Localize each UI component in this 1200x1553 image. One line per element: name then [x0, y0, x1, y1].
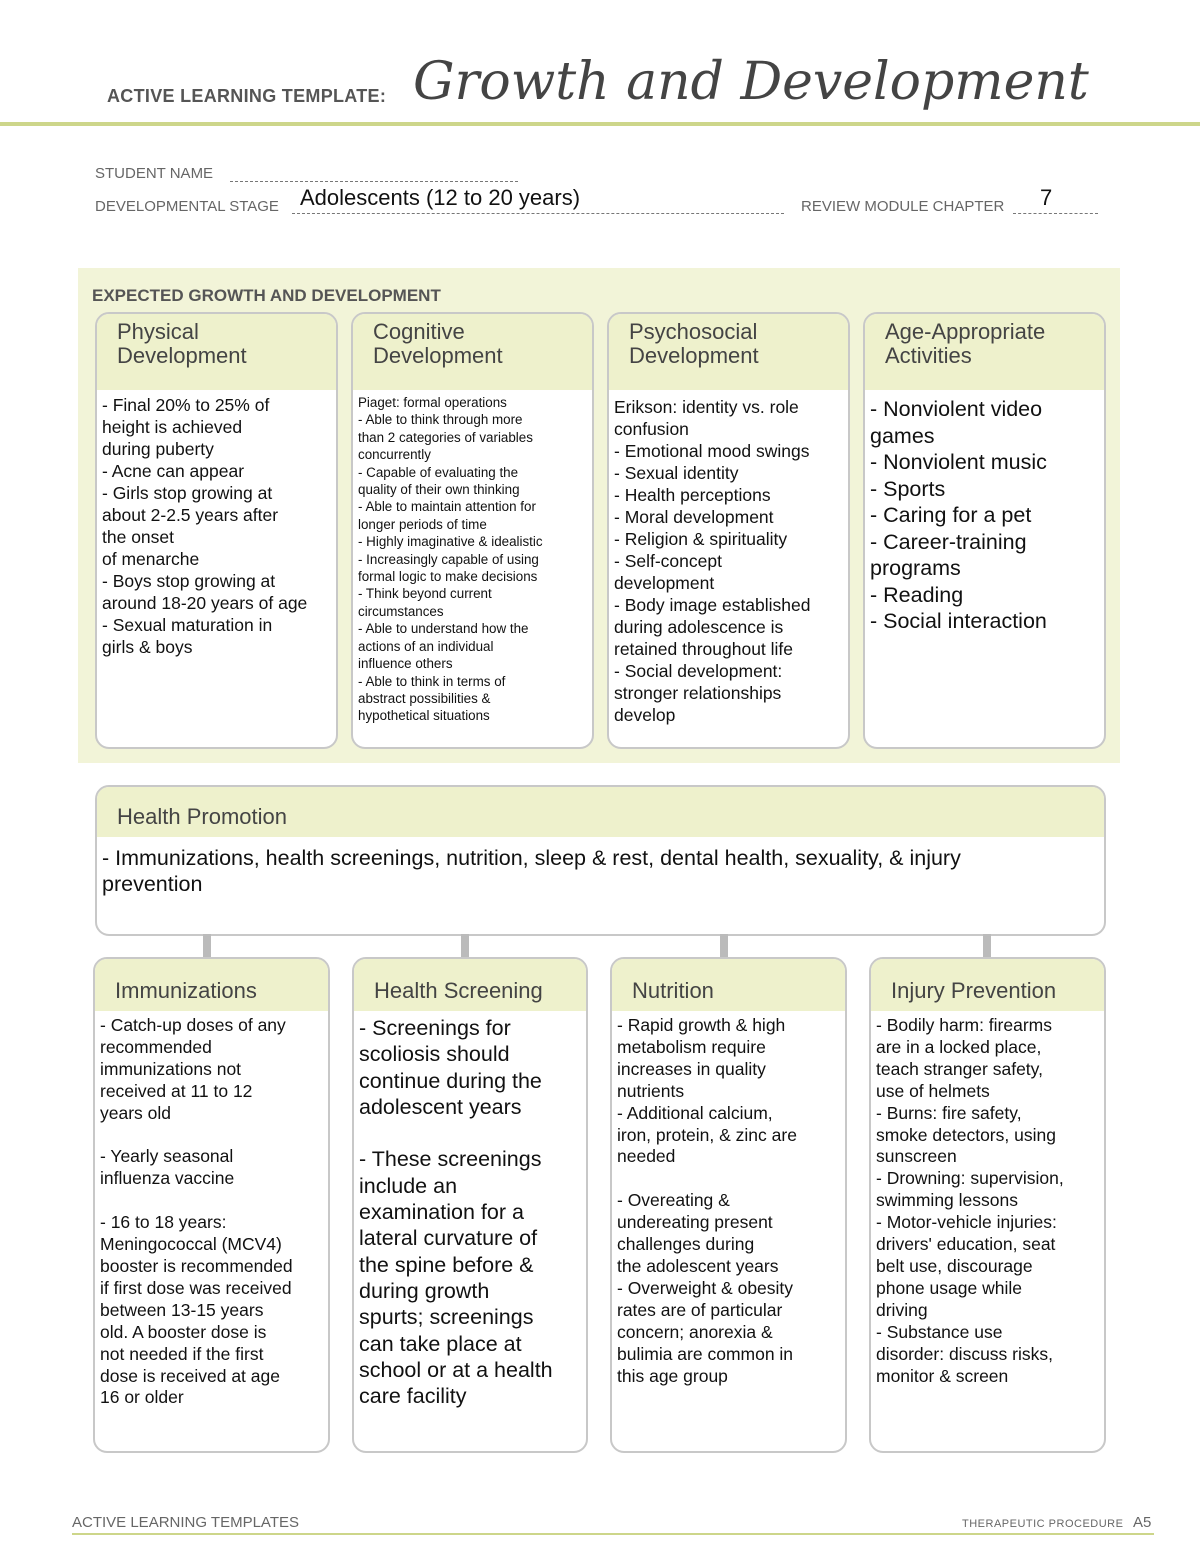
cognitive-box — [351, 312, 594, 749]
immunizations-box — [93, 957, 330, 1453]
box-title: Injury Prevention — [871, 959, 1104, 1011]
box-title: Immunizations — [95, 959, 328, 1011]
box-title: Age-Appropriate Activities — [865, 314, 1104, 390]
box-title: Cognitive Development — [353, 314, 592, 390]
stage-value: Adolescents (12 to 20 years) — [300, 185, 581, 210]
nutrition-box — [610, 957, 847, 1453]
box-text: - Screenings for scoliosis should continue during the adolescent years - These screenings include an examination for a lateral curvature of the spine before & during growth spurts; screenings can take place at school or at a health care facility — [359, 1016, 553, 1409]
footer-left: ACTIVE LEARNING TEMPLATES — [72, 1514, 299, 1531]
chapter-value: 7 — [1040, 185, 1053, 210]
footer-divider — [72, 1533, 1154, 1535]
injury-prevention-box — [869, 957, 1106, 1453]
box-text: - Immunizations, health screenings, nutrition, sleep & rest, dental health, sexuality, & injury prevention — [102, 846, 961, 896]
connector — [461, 934, 469, 958]
stage-label: DEVELOPMENTAL STAGE — [95, 198, 279, 215]
box-text: Piaget: formal operations - Able to think through more than 2 categories of variables concurrently - Capable of evaluating the quality of their own thinking - Able to maintain attention for longer periods of time - Highly imaginative & idealistic - Increasingly capable of using formal logic to make decisions - Think beyond current circumstances - Able to understand how the actions of an individual influence others - Able to think in terms of abstract possibilities & hypothetical situations — [358, 395, 543, 724]
box-text: - Nonviolent video games - Nonviolent music - Sports - Caring for a pet - Career-training programs - Reading - Social interaction — [870, 397, 1047, 633]
template-label: ACTIVE LEARNING TEMPLATE: — [107, 86, 387, 106]
physical-box — [95, 312, 338, 749]
footer-right: THERAPEUTIC PROCEDURE — [962, 1518, 1124, 1530]
health-promotion-box — [95, 785, 1106, 936]
chapter-field[interactable] — [1013, 196, 1098, 214]
psychosocial-box — [607, 312, 850, 749]
activities-box — [863, 312, 1106, 749]
page-title: Growth and Development — [413, 52, 1089, 112]
page-number: A5 — [1133, 1514, 1152, 1531]
header-divider — [0, 122, 1200, 126]
box-title: Health Screening — [354, 959, 586, 1011]
box-text: Erikson: identity vs. role confusion - Emotional mood swings - Sexual identity - Health perceptions - Moral development - Religion & spirituality - Self-concept development - Body image established during adolescence is retained throughout life - Social development: stronger relationships develop — [614, 397, 811, 725]
student-name-field[interactable] — [230, 164, 518, 182]
health-screening-box — [352, 957, 588, 1453]
box-title: Physical Development — [97, 314, 336, 390]
box-text: - Rapid growth & high metabolism require increases in quality nutrients - Additional calcium, iron, protein, & zinc are needed - Overeating & undereating present challenges during the adolescent years - Overweight & obesity rates are of particular concern; anorexia & bulimia are common in this age group — [617, 1015, 797, 1386]
section-title: EXPECTED GROWTH AND DEVELOPMENT — [92, 286, 441, 305]
box-text: - Final 20% to 25% of height is achieved during puberty - Acne can appear - Girls stop growing at about 2-2.5 years after the onset of menarche - Boys stop growing at around 18-20 years of age - Sexual maturation in girls & boys — [102, 395, 308, 657]
box-title: Nutrition — [612, 959, 845, 1011]
box-text: - Bodily harm: firearms are in a locked place, teach stranger safety, use of helmets - Burns: fire safety, smoke detectors, using sunscreen - Drowning: supervision, swimming lessons - Motor-vehicle injuries: drivers' education, seat belt use, discourage phone usage while driving - Substance use disorder: discuss risks, monitor & screen — [876, 1015, 1064, 1386]
student-name-label: STUDENT NAME — [95, 165, 214, 182]
box-text: - Catch-up doses of any recommended immunizations not received at 11 to 12 years old - Yearly seasonal influenza vaccine - 16 to 18 years: Meningococcal (MCV4) booster is recommended if first dose was received between 13-15 years old. A booster dose is not needed if the first dose is received at age 16 or older — [100, 1015, 293, 1408]
connector — [720, 934, 728, 958]
connector — [203, 934, 211, 958]
box-title: Health Promotion — [97, 787, 1104, 837]
box-title: Psychosocial Development — [609, 314, 848, 390]
connector — [983, 934, 991, 958]
chapter-label: REVIEW MODULE CHAPTER — [801, 198, 1005, 215]
